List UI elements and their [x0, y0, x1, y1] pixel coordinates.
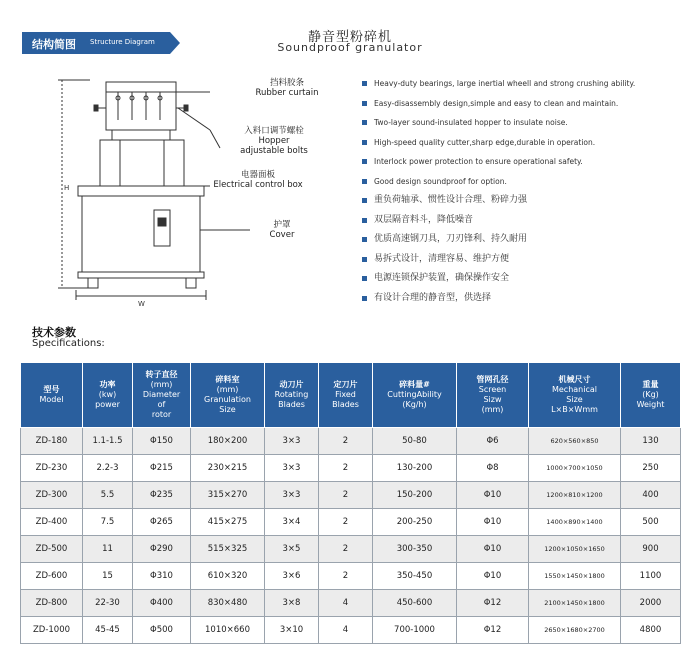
- feature-item: Heavy-duty bearings, large inertial wheell and strong crushing ability.: [360, 74, 695, 94]
- column-header-cn: 功率: [99, 380, 116, 389]
- callout-rubber-en: Rubber curtain: [255, 88, 319, 98]
- page-title-cn: 静音型粉碎机: [307, 30, 392, 45]
- table-cell: 5.5: [83, 482, 133, 509]
- table-cell: ZD-230: [21, 455, 83, 482]
- bullet-icon: [362, 81, 367, 86]
- table-cell: 2: [319, 536, 373, 563]
- table-cell: 350-450: [373, 563, 457, 590]
- table-cell: Φ215: [133, 455, 191, 482]
- specs-title-cn: 技术参数: [32, 326, 76, 339]
- table-cell: 1550×1450×1800: [529, 563, 621, 590]
- table-cell: Φ12: [457, 590, 529, 617]
- callout-hopper-en1: Hopper: [258, 136, 290, 146]
- table-cell: 515×325: [191, 536, 265, 563]
- column-header-en: Size: [219, 405, 236, 414]
- table-cell: 300-350: [373, 536, 457, 563]
- table-cell: 4800: [621, 617, 681, 644]
- callout-rubber-cn: 挡料胶条: [269, 78, 304, 88]
- table-cell: 3×10: [265, 617, 319, 644]
- bullet-icon: [362, 198, 367, 203]
- column-header-cn: 定刀片: [333, 380, 358, 389]
- table-cell: 4: [319, 617, 373, 644]
- bullet-icon: [362, 237, 367, 242]
- table-row: [21, 428, 681, 455]
- table-cell: 1400×890×1400: [529, 509, 621, 536]
- callout-hopper-en2: adjustable bolts: [240, 146, 308, 156]
- table-cell: Φ10: [457, 482, 529, 509]
- table-cell: Φ400: [133, 590, 191, 617]
- feature-item: 重负荷轴承、惯性设计合理、粉碎力强: [360, 191, 695, 211]
- column-header-en: Rotating: [274, 390, 309, 399]
- column-header-en: CuttingAbility: [387, 390, 442, 399]
- table-cell: 230×215: [191, 455, 265, 482]
- table-cell: 150-200: [373, 482, 457, 509]
- feature-item: 易拆式设计，清理容易、维护方便: [360, 250, 695, 270]
- banner-label-en: Structure Diagram: [90, 38, 155, 46]
- table-cell: 50-80: [373, 428, 457, 455]
- column-header-en: (mm): [216, 385, 239, 394]
- table-cell: Φ290: [133, 536, 191, 563]
- column-header-en: Diameter: [142, 390, 181, 399]
- column-header-en: (Kg/h): [402, 400, 427, 409]
- column-header-en: (Kg): [642, 390, 659, 399]
- column-header: [457, 363, 529, 428]
- table-body: [21, 428, 681, 644]
- column-header-cn: 管网孔径: [476, 375, 509, 384]
- column-header-cn: 碎料量#: [399, 380, 430, 389]
- table-cell: 3×3: [265, 482, 319, 509]
- column-header-en: Mechanical: [551, 385, 597, 394]
- bullet-icon: [362, 101, 367, 106]
- feature-item: 双层隔音料斗，降低噪音: [360, 211, 695, 231]
- bullet-icon: [362, 120, 367, 125]
- bullet-icon: [362, 218, 367, 223]
- table-cell: 450-600: [373, 590, 457, 617]
- table-cell: 315×270: [191, 482, 265, 509]
- column-header-en: Size: [566, 395, 583, 404]
- feature-item: 有设计合理的静音型，供选择: [360, 289, 695, 309]
- table-cell: 500: [621, 509, 681, 536]
- column-header-cn: 型号: [43, 385, 60, 394]
- granulator-drawing: [20, 70, 350, 310]
- callout-elec-en: Electrical control box: [213, 180, 303, 190]
- feature-item: Easy-disassembly design,simple and easy to clean and maintain.: [360, 94, 695, 114]
- table-row: [21, 563, 681, 590]
- table-cell: 3×5: [265, 536, 319, 563]
- table-cell: Φ150: [133, 428, 191, 455]
- table-cell: 830×480: [191, 590, 265, 617]
- column-header-en: (mm): [150, 380, 173, 389]
- column-header-en: of: [157, 400, 166, 409]
- column-header-en: Blades: [278, 400, 305, 409]
- table-cell: 7.5: [83, 509, 133, 536]
- callout-cover-en: Cover: [269, 230, 295, 240]
- column-header-en: L×B×Wmm: [551, 405, 598, 414]
- column-header: [21, 363, 83, 428]
- column-header-en: Granulation: [204, 395, 251, 404]
- feature-item: 电源连锁保护装置，确保操作安全: [360, 269, 695, 289]
- table-row: [21, 617, 681, 644]
- table-cell: 2650×1680×2700: [529, 617, 621, 644]
- column-header-en: Model: [39, 395, 64, 404]
- structure-diagram-banner: [22, 32, 180, 54]
- table-cell: 2.2-3: [83, 455, 133, 482]
- column-header-cn: 转子直径: [145, 370, 178, 379]
- table-cell: ZD-400: [21, 509, 83, 536]
- table-cell: 4: [319, 590, 373, 617]
- column-header-cn: 碎料室: [215, 375, 240, 384]
- table-row: [21, 509, 681, 536]
- table-cell: 3×8: [265, 590, 319, 617]
- bullet-icon: [362, 296, 367, 301]
- table-cell: ZD-300: [21, 482, 83, 509]
- table-cell: 1000×700×1050: [529, 455, 621, 482]
- column-header-en: Blades: [332, 400, 359, 409]
- table-cell: 2: [319, 428, 373, 455]
- specs-title-en: Specifications:: [32, 338, 105, 349]
- table-cell: 610×320: [191, 563, 265, 590]
- table-cell: 1010×660: [191, 617, 265, 644]
- table-cell: 2100×1450×1800: [529, 590, 621, 617]
- table-cell: 400: [621, 482, 681, 509]
- callout-elec-cn: 电器面板: [240, 170, 275, 180]
- feature-item: High-speed quality cutter,sharp edge,durable in operation.: [360, 133, 695, 153]
- column-header-en: Weight: [636, 400, 665, 409]
- table-cell: 1100: [621, 563, 681, 590]
- table-cell: 15: [83, 563, 133, 590]
- specifications-table: [20, 362, 681, 644]
- bullet-icon: [362, 159, 367, 164]
- table-cell: Φ10: [457, 536, 529, 563]
- table-cell: 1200×810×1200: [529, 482, 621, 509]
- table-cell: 2: [319, 455, 373, 482]
- callout-cover-cn: 护罩: [273, 220, 291, 230]
- bullet-icon: [362, 257, 367, 262]
- table-cell: 3×4: [265, 509, 319, 536]
- table-cell: 3×6: [265, 563, 319, 590]
- table-cell: 3×3: [265, 455, 319, 482]
- feature-item: Good design soundproof for option.: [360, 172, 695, 192]
- table-cell: 11: [83, 536, 133, 563]
- column-header-en: rotor: [151, 410, 172, 419]
- dimension-w-label: W: [138, 300, 145, 308]
- callout-hopper-cn: 入料口调节螺栓: [244, 126, 304, 136]
- column-header-en: (kw): [98, 390, 117, 399]
- table-cell: 3×3: [265, 428, 319, 455]
- column-header: [621, 363, 681, 428]
- machine-cover: [82, 196, 200, 272]
- table-cell: Φ10: [457, 509, 529, 536]
- table-cell: ZD-180: [21, 428, 83, 455]
- table-cell: Φ310: [133, 563, 191, 590]
- column-header-en: Screen: [478, 385, 507, 394]
- hopper-top: [106, 82, 176, 92]
- table-cell: Φ12: [457, 617, 529, 644]
- feature-list: [360, 74, 695, 308]
- column-header-en: Fixed: [335, 390, 356, 399]
- feature-item: Interlock power protection to ensure operational safety.: [360, 152, 695, 172]
- table-cell: Φ6: [457, 428, 529, 455]
- column-header: [373, 363, 457, 428]
- bullet-icon: [362, 276, 367, 281]
- column-header: [529, 363, 621, 428]
- banner-label-cn: 结构简图: [32, 38, 76, 51]
- page-title-en: Soundproof granulator: [277, 41, 423, 54]
- table-cell: 250: [621, 455, 681, 482]
- dimension-h-label: H: [64, 184, 70, 192]
- table-cell: Φ10: [457, 563, 529, 590]
- table-cell: 900: [621, 536, 681, 563]
- table-cell: 130: [621, 428, 681, 455]
- table-cell: 700-1000: [373, 617, 457, 644]
- column-header-en: (mm): [481, 405, 504, 414]
- callout-hopper-bolts: [224, 126, 324, 156]
- callout-cover: [252, 220, 312, 240]
- bullet-icon: [362, 140, 367, 145]
- table-row: [21, 455, 681, 482]
- column-header-cn: 机械尺寸: [558, 375, 591, 384]
- table-cell: ZD-800: [21, 590, 83, 617]
- column-header-en: Sizw: [483, 395, 502, 404]
- column-header: [133, 363, 191, 428]
- feature-item: 优质高速钢刀具，刀刃锋利、持久耐用: [360, 230, 695, 250]
- table-cell: Φ8: [457, 455, 529, 482]
- table-header-row: [21, 363, 681, 428]
- table-cell: 180×200: [191, 428, 265, 455]
- table-row: [21, 536, 681, 563]
- table-row: [21, 482, 681, 509]
- table-cell: 2000: [621, 590, 681, 617]
- column-header: [191, 363, 265, 428]
- column-header-cn: 动刀片: [279, 380, 304, 389]
- column-header: [265, 363, 319, 428]
- table-cell: Φ265: [133, 509, 191, 536]
- table-cell: ZD-1000: [21, 617, 83, 644]
- table-cell: 1.1-1.5: [83, 428, 133, 455]
- table-cell: 620×560×850: [529, 428, 621, 455]
- table-cell: 22-30: [83, 590, 133, 617]
- table-cell: 200-250: [373, 509, 457, 536]
- table-cell: 2: [319, 563, 373, 590]
- feature-item: Two-layer sound-insulated hopper to insulate noise.: [360, 113, 695, 133]
- table-cell: Φ500: [133, 617, 191, 644]
- column-header: [319, 363, 373, 428]
- table-cell: 45-45: [83, 617, 133, 644]
- structure-diagram: [20, 70, 350, 310]
- callout-electrical-box: [206, 170, 310, 190]
- table-cell: 1200×1050×1650: [529, 536, 621, 563]
- table-cell: 130-200: [373, 455, 457, 482]
- column-header-en: power: [95, 400, 120, 409]
- bullet-icon: [362, 179, 367, 184]
- column-header-cn: 重量: [642, 380, 659, 389]
- table-cell: 415×275: [191, 509, 265, 536]
- table-cell: ZD-500: [21, 536, 83, 563]
- table-cell: Φ235: [133, 482, 191, 509]
- table-cell: ZD-600: [21, 563, 83, 590]
- table-row: [21, 590, 681, 617]
- table-cell: 2: [319, 482, 373, 509]
- column-header: [83, 363, 133, 428]
- cutting-chamber: [100, 140, 184, 186]
- callout-rubber-curtain: [242, 78, 332, 98]
- table-cell: 2: [319, 509, 373, 536]
